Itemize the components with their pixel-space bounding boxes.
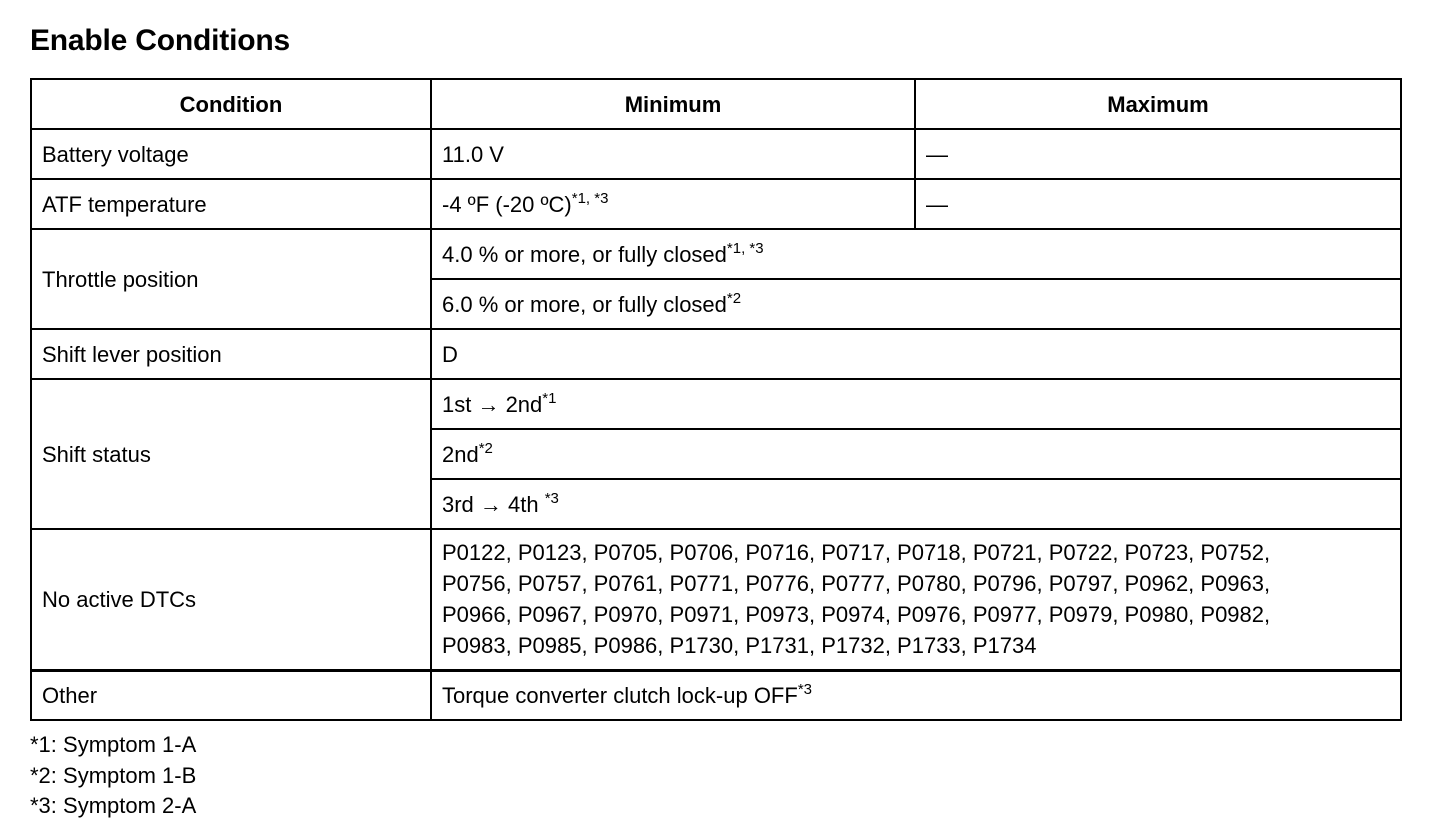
enable-conditions-table [30, 78, 1402, 721]
footnote-ref: *2 [726, 289, 742, 307]
condition-label: No active DTCs [31, 529, 431, 670]
condition-value [431, 379, 1401, 429]
header-condition: Condition [31, 79, 431, 129]
footnote-ref: *1 [542, 389, 557, 407]
value-text: 1st → 2nd [442, 391, 543, 417]
footnote-ref: *1, *3 [726, 239, 764, 257]
condition-value [431, 670, 1401, 720]
table-row [31, 229, 1401, 279]
condition-label: Shift lever position [31, 329, 431, 379]
condition-value: D [431, 329, 1401, 379]
dtc-line: P0756, P0757, P0761, P0771, P0776, P0777, P0780, P0796, P0797, P0962, P0963, [442, 571, 1271, 597]
page-title: Enable Conditions [30, 24, 290, 57]
footnote: *2: Symptom 1-B [30, 762, 197, 788]
value-text: 6.0 % or more, or fully closed [442, 291, 727, 317]
value-text: Torque converter clutch lock-up OFF [442, 682, 798, 708]
header-minimum: Minimum [431, 79, 915, 129]
footnote-ref: *1, *3 [571, 189, 609, 207]
condition-label: Other [31, 670, 431, 720]
dtc-line: P0966, P0967, P0970, P0971, P0973, P0974, P0976, P0977, P0979, P0980, P0982, [442, 602, 1271, 628]
condition-value [431, 229, 1401, 279]
footnote: *1: Symptom 1-A [30, 732, 197, 757]
header-row [31, 79, 1401, 129]
table-row [31, 379, 1401, 429]
condition-label: Battery voltage [31, 129, 431, 179]
table-row [31, 529, 1401, 670]
table-row [31, 670, 1401, 720]
table-row [31, 129, 1401, 179]
footnote-ref: *3 [797, 680, 812, 698]
maximum-value: — [915, 129, 1401, 179]
condition-value [431, 479, 1401, 529]
value-text: 2nd [442, 441, 479, 467]
value-text: 4.0 % or more, or fully closed [442, 241, 727, 267]
condition-value [431, 279, 1401, 329]
maximum-value: — [915, 179, 1401, 229]
condition-value [431, 429, 1401, 479]
minimum-value: 11.0 V [431, 129, 915, 179]
dtc-list [431, 529, 1401, 670]
value-text: -4 ºF (-20 ºC) [442, 191, 572, 217]
footnote-ref: *2 [478, 439, 493, 457]
dtc-line: P0122, P0123, P0705, P0706, P0716, P0717, P0718, P0721, P0722, P0723, P0752, [442, 540, 1271, 566]
footnotes [30, 730, 196, 822]
condition-label: ATF temperature [31, 179, 431, 229]
footnote-ref: *3 [544, 489, 559, 507]
header-maximum: Maximum [915, 79, 1401, 129]
condition-label: Throttle position [31, 229, 431, 329]
footnote: *3: Symptom 2-A [30, 793, 197, 818]
table-row [31, 329, 1401, 379]
minimum-value [431, 179, 915, 229]
table-row [31, 179, 1401, 229]
condition-label: Shift status [31, 379, 431, 529]
dtc-line: P0983, P0985, P0986, P1730, P1731, P1732, P1733, P1734 [442, 633, 1037, 659]
value-text: 3rd → 4th [442, 491, 545, 517]
